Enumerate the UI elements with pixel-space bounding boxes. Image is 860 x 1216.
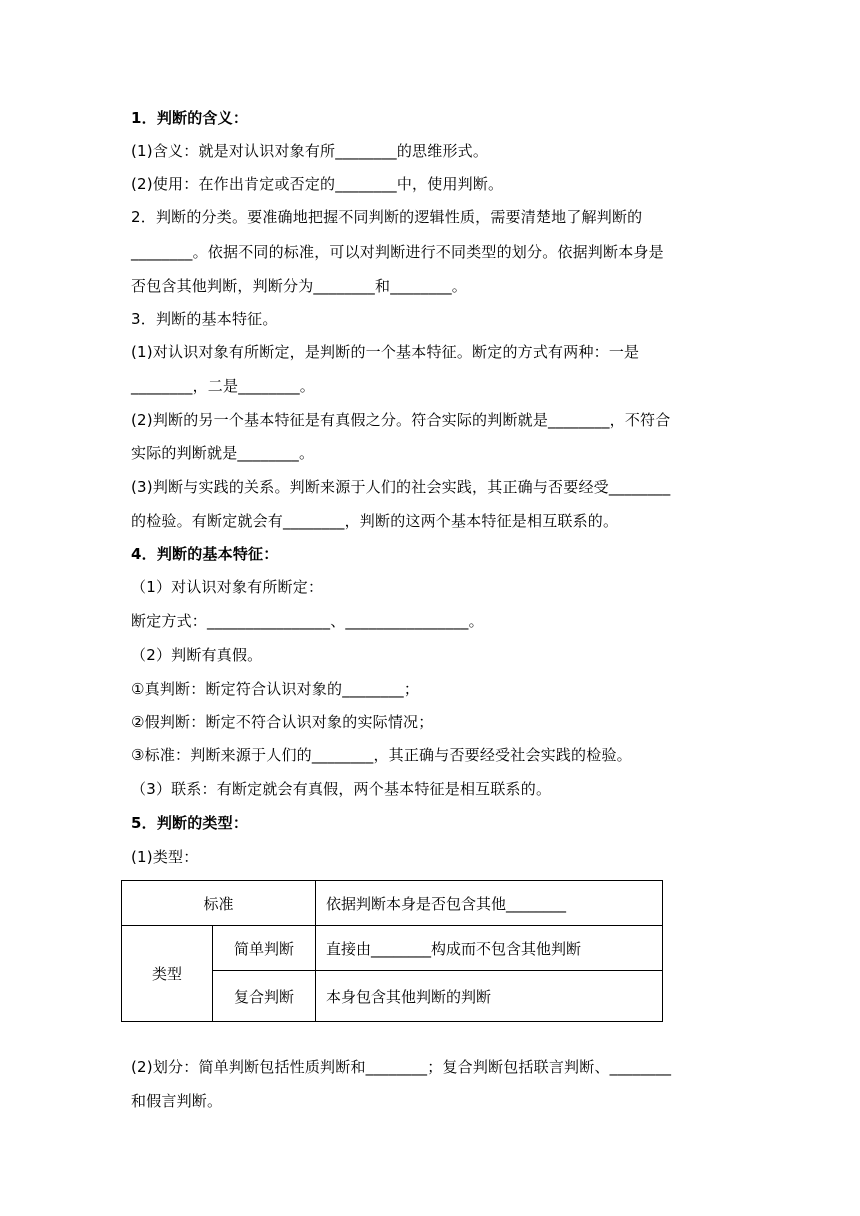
judgment-types-table (121, 880, 663, 1022)
section-3-item-2-line-1: (2)判断的另一个基本特征是有真假之分。符合实际的判断就是________，不符合 (131, 411, 671, 429)
section-2-line-1: 2．判断的分类。要准确地把握不同判断的逻辑性质，需要清楚地了解判断的 (131, 208, 643, 226)
section-3-item-1-line-1: (1)对认识对象有所断定，是判断的一个基本特征。断定的方式有两种：一是 (131, 343, 640, 361)
table-row (122, 881, 663, 926)
simple-label-cell: 简单判断 (213, 926, 316, 971)
section-1-title: 1．判断的含义： (131, 109, 249, 127)
section-4-item-7: （3）联系：有断定就会有真假，两个基本特征是相互联系的。 (131, 780, 552, 798)
table-row (122, 926, 663, 971)
section-5-title: 5．判断的类型： (131, 814, 249, 832)
section-3-item-3-line-1: (3)判断与实践的关系。判断来源于人们的社会实践，其正确与否要经受________ (131, 478, 671, 496)
section-2-line-3: 否包含其他判断，判断分为________和________。 (131, 277, 468, 295)
section-2-line-2: ________。依据不同的标准，可以对判断进行不同类型的划分。依据判断本身是 (131, 243, 664, 261)
section-4-item-1: （1）对认识对象有所断定： (131, 578, 324, 596)
simple-value-cell: 直接由________构成而不包含其他判断 (316, 926, 663, 971)
section-4-item-4: ①真判断：断定符合认识对象的________； (131, 680, 420, 698)
section-3-item-1-line-2: ________，二是________。 (131, 377, 316, 395)
standard-value-cell: 依据判断本身是否包含其他________ (316, 881, 663, 926)
section-4-item-2: 断定方式：________________、________________。 (131, 612, 484, 630)
section-4-item-5: ②假判断：断定不符合认识对象的实际情况； (131, 713, 434, 731)
section-5-item-1: (1)类型： (131, 848, 199, 866)
section-3-title: 3．判断的基本特征。 (131, 310, 278, 328)
section-4-item-3: （2）判断有真假。 (131, 646, 263, 664)
type-label-cell: 类型 (122, 926, 213, 1022)
section-3-item-3-line-2: 的检验。有断定就会有________，判断的这两个基本特征是相互联系的。 (131, 512, 619, 530)
section-5-item-2-line-2: 和假言判断。 (131, 1092, 223, 1110)
section-3-item-2-line-2: 实际的判断就是________。 (131, 444, 315, 462)
standard-label-cell: 标准 (122, 881, 316, 926)
section-4-title: 4．判断的基本特征： (131, 545, 279, 563)
compound-label-cell: 复合判断 (213, 971, 316, 1022)
section-1-item-2: (2)使用：在作出肯定或否定的________中，使用判断。 (131, 175, 504, 193)
section-1-item-1: (1)含义：就是对认识对象有所________的思维形式。 (131, 142, 489, 160)
compound-value-cell: 本身包含其他判断的判断 (316, 971, 663, 1022)
section-5-item-2-line-1: (2)划分：简单判断包括性质判断和________；复合判断包括联言判断、________ (131, 1058, 672, 1076)
section-4-item-6: ③标准：判断来源于人们的________，其正确与否要经受社会实践的检验。 (131, 746, 632, 764)
